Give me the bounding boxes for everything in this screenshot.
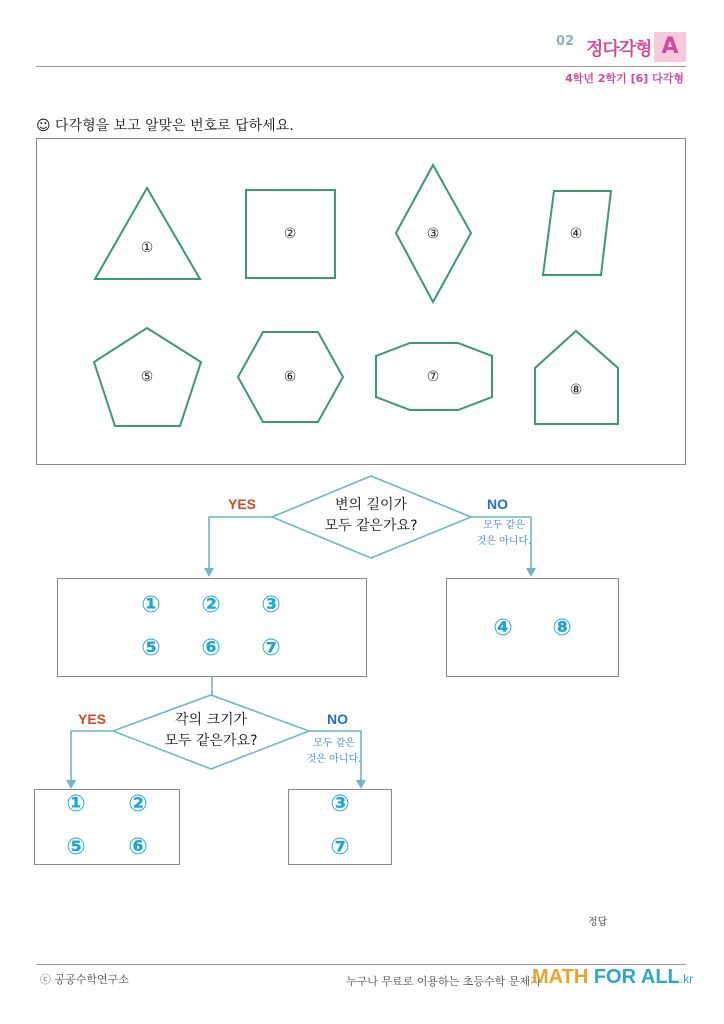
level-badge: A <box>654 32 686 62</box>
question-angles-line2: 모두 같은가요? <box>164 733 258 749</box>
question-sides-line2: 모두 같은가요? <box>324 518 418 534</box>
answer-number: ② <box>201 592 221 618</box>
arrow-q2-yes <box>71 731 113 782</box>
no-note-q2-line1: 모두 같은 <box>313 738 355 749</box>
instruction-text: ☺ 다각형을 보고 알맞은 번호로 답하세요. <box>36 118 294 134</box>
no-label-q1: NO <box>487 496 508 512</box>
question-angles <box>140 710 282 752</box>
no-label-q2: NO <box>327 711 348 727</box>
yes-label-q1: YES <box>228 496 257 512</box>
no-note-q2 <box>294 736 374 768</box>
shape-label-4: ④ <box>569 226 583 242</box>
shape-label-1: ① <box>140 240 154 256</box>
answer-number: ⑤ <box>141 635 161 661</box>
logo-for-all: FOR ALL <box>593 966 680 988</box>
question-sides <box>300 495 442 537</box>
arrowhead-q1-no <box>526 568 536 577</box>
site-logo[interactable] <box>532 966 693 989</box>
logo-math: MATH <box>532 966 589 988</box>
shape-label-7: ⑦ <box>426 369 440 385</box>
answer-number: ① <box>66 791 86 817</box>
answer-number: ⑦ <box>261 635 281 661</box>
worksheet-number: 02 <box>556 34 575 49</box>
shape-label-2: ② <box>283 226 297 242</box>
no-note-q1-line1: 모두 같은 <box>483 520 525 531</box>
triangle-shape <box>95 188 200 279</box>
answer-number: ③ <box>261 592 281 618</box>
unit-subtitle: 4학년 2학기 [6] 다각형 <box>565 72 684 85</box>
worksheet-title: 정다각형 <box>586 39 652 60</box>
answer-number: ③ <box>330 791 350 817</box>
house-pentagon-shape <box>535 331 618 424</box>
shape-label-5: ⑤ <box>140 369 154 385</box>
no-note-q1-line2: 것은 아니다. <box>476 536 532 547</box>
answer-box-regular <box>34 789 180 865</box>
shape-label-3: ③ <box>426 226 440 242</box>
answer-box-unequal-sides <box>446 578 619 677</box>
logo-kr: .kr <box>679 972 694 986</box>
answer-number: ⑥ <box>128 834 148 860</box>
answer-number: ④ <box>493 615 513 641</box>
no-note-q2-line2: 것은 아니다. <box>306 754 362 765</box>
arrowhead-q2-no <box>356 780 366 789</box>
copyright-text: ⓒ 공공수학연구소 <box>40 973 129 986</box>
question-sides-line1: 변의 길이가 <box>334 497 408 513</box>
answer-number: ⑦ <box>330 834 350 860</box>
arrow-q1-yes <box>209 517 272 570</box>
shape-label-8: ⑧ <box>569 382 583 398</box>
arrowhead-q1-yes <box>204 568 214 577</box>
shape-label-6: ⑥ <box>283 369 297 385</box>
answer-number: ⑤ <box>66 834 86 860</box>
yes-label-q2: YES <box>78 711 107 727</box>
answer-number: ⑥ <box>201 635 221 661</box>
no-note-q1 <box>464 518 544 550</box>
arrowhead-q2-yes <box>66 780 76 789</box>
answer-label: 정답 <box>588 917 608 928</box>
question-angles-line1: 각의 크기가 <box>174 712 248 728</box>
footer-divider <box>36 964 686 965</box>
answer-number: ① <box>141 592 161 618</box>
footer-tagline: 누구나 무료로 이용하는 초등수학 문제지 <box>346 975 541 988</box>
answer-number: ② <box>128 791 148 817</box>
answer-number: ⑧ <box>552 615 572 641</box>
